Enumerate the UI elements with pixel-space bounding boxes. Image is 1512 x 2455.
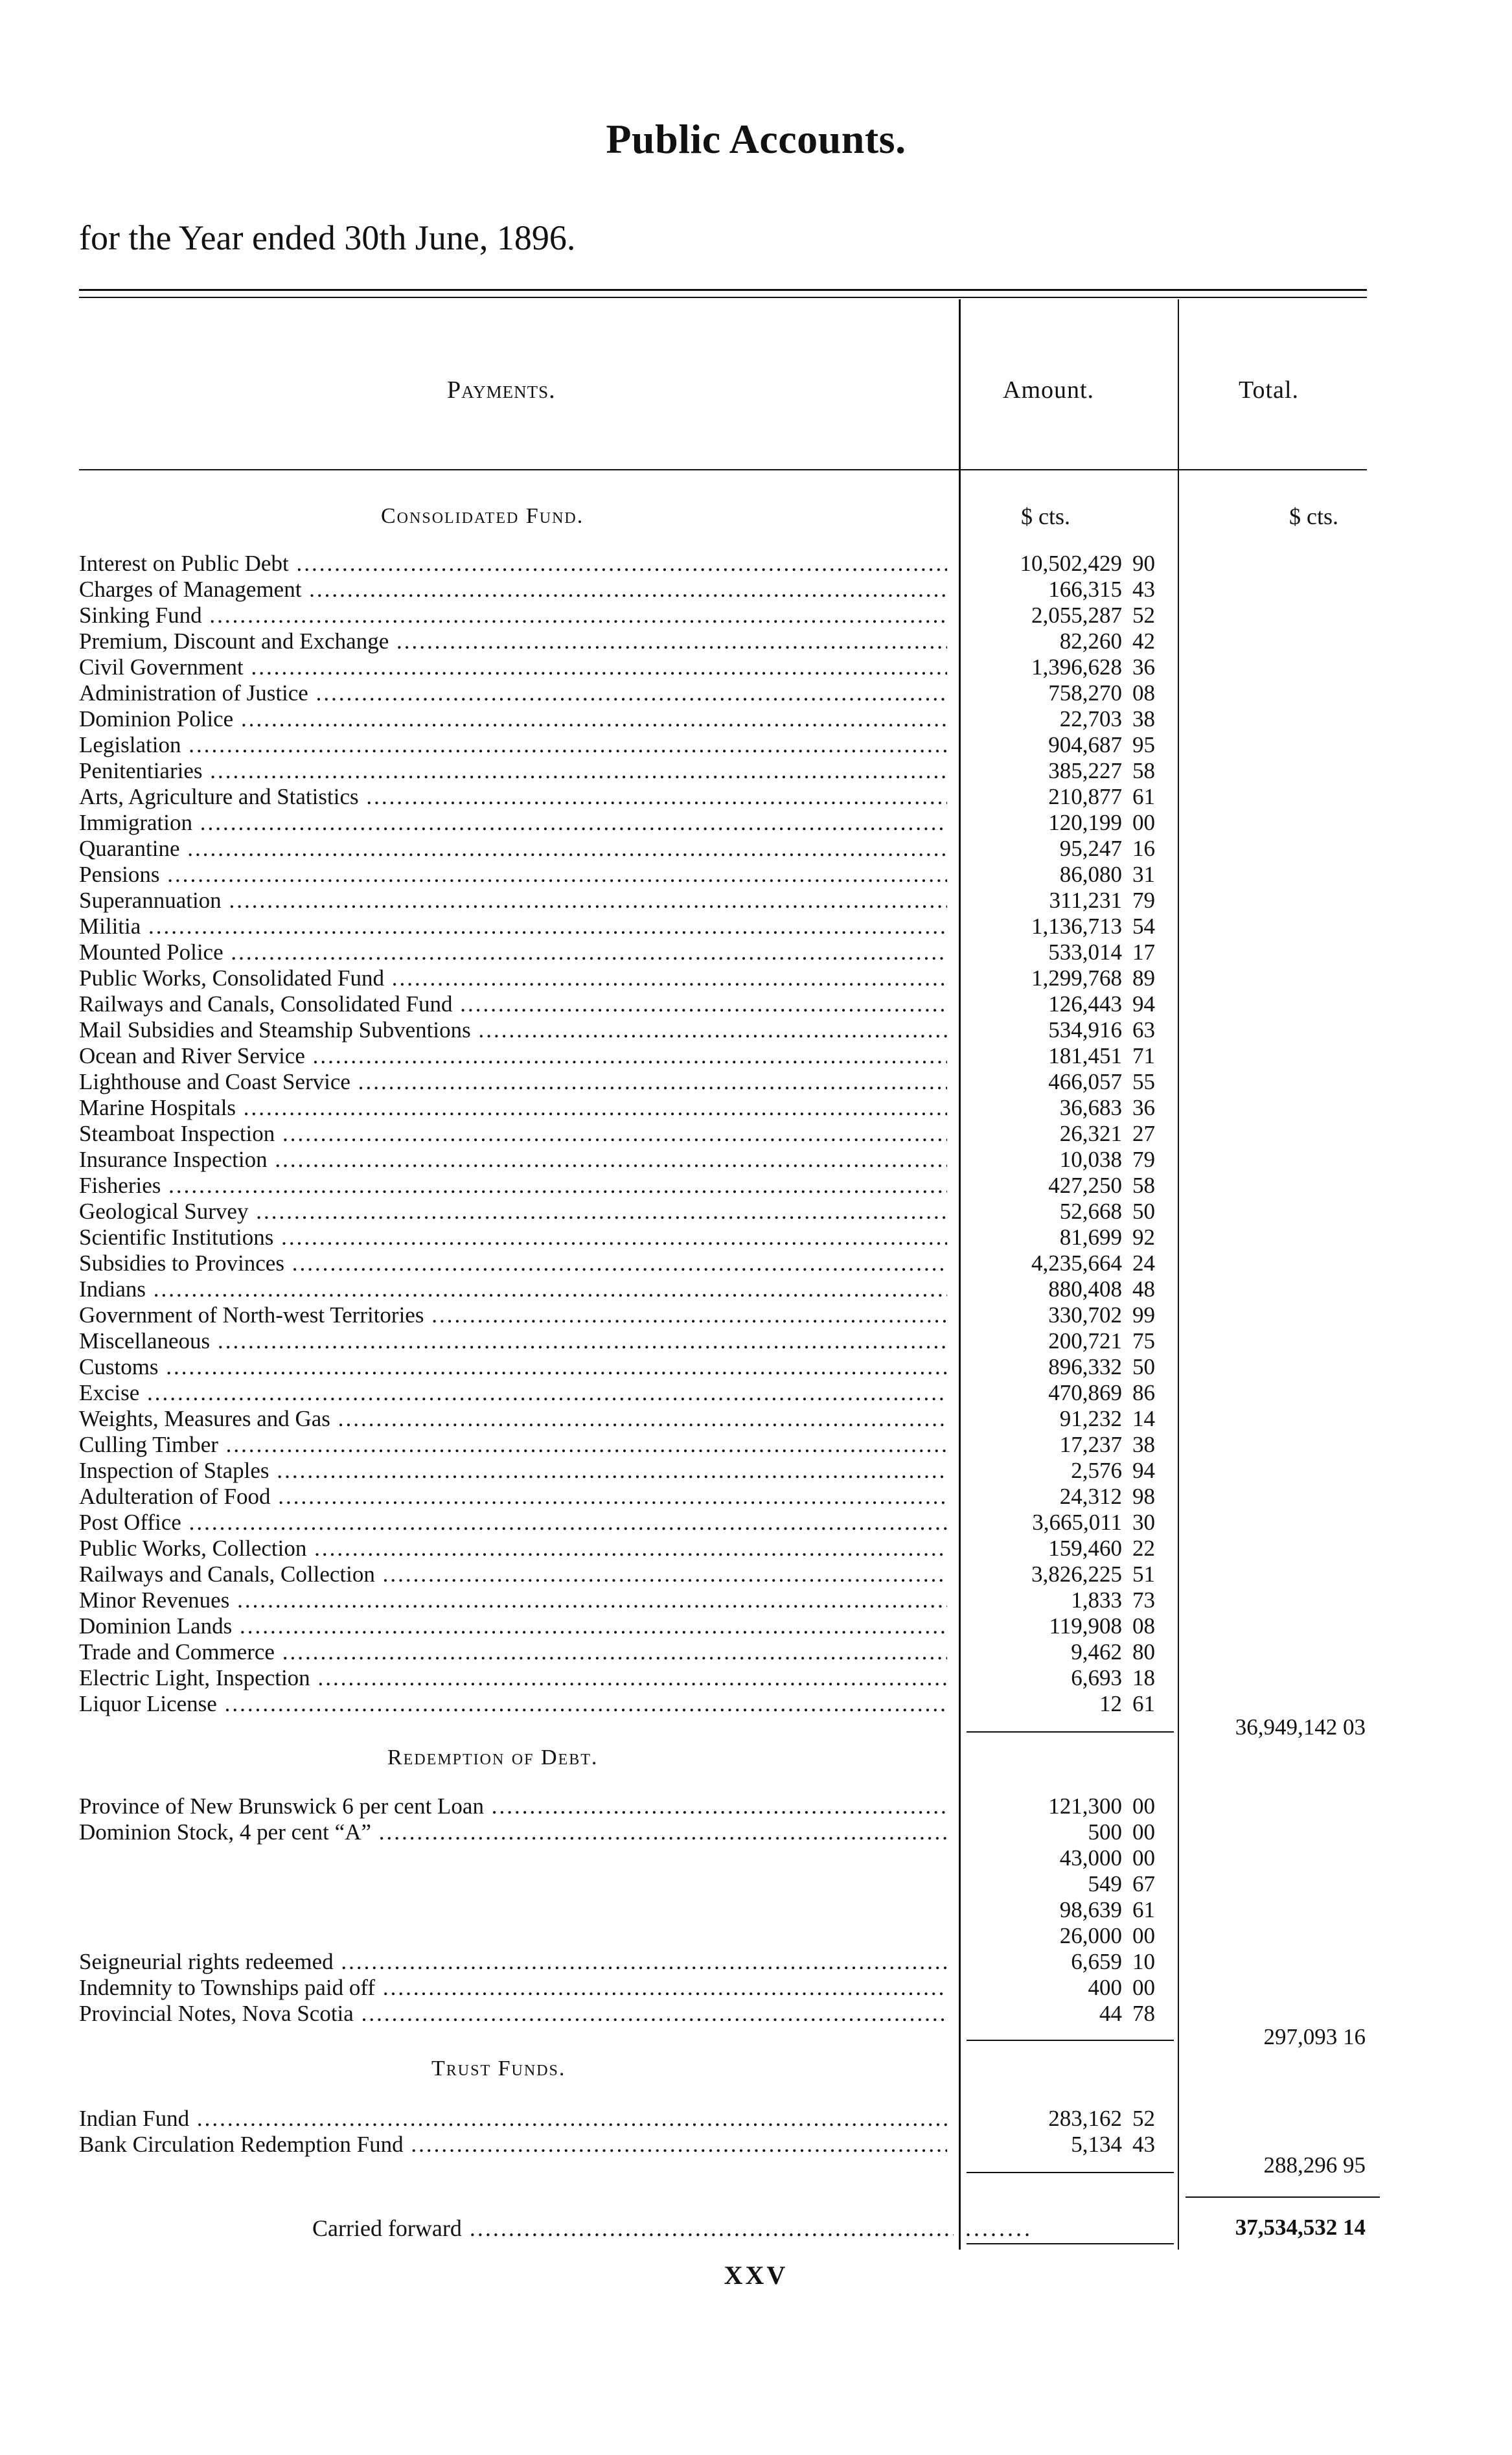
row-label: Railways and Canals, Collection ..... [79, 1562, 947, 1587]
row-amount-dollars: 400 [1088, 1975, 1122, 2000]
row-amount-dollars: 36,683 [1059, 1095, 1122, 1120]
row-amount-cents: 00 [1132, 810, 1155, 835]
row-label: Quarantine ..... [79, 836, 947, 862]
row-label: Indians ..... [79, 1276, 947, 1302]
row-label: Public Works, Consolidated Fund ..... [79, 965, 947, 991]
row-amount-dollars: 4,235,664 [1031, 1251, 1122, 1276]
table-row [0, 1017, 1512, 1043]
row-label: Sinking Fund ..... [79, 603, 947, 628]
row-label: Premium, Discount and Exchange ..... [79, 628, 947, 654]
table-row [0, 810, 1512, 836]
row-amount-cents: 50 [1132, 1354, 1155, 1379]
row-label: Pensions ..... [79, 862, 947, 888]
row-amount-cents: 30 [1132, 1510, 1155, 1535]
row-amount-dollars: 500 [1088, 1819, 1122, 1845]
row-label: Fisheries ..... [79, 1173, 947, 1199]
row-amount-dollars: 120,199 [1048, 810, 1122, 835]
row-label: Province of New Brunswick 6 per cent Loan ..... [79, 1793, 947, 1819]
table-row [0, 1147, 1512, 1173]
page-title: Public Accounts. [606, 116, 906, 162]
row-amount-cents: 27 [1132, 1121, 1155, 1146]
table-row [0, 706, 1512, 732]
table-row [0, 1199, 1512, 1225]
table-row [0, 1639, 1512, 1665]
table-row [0, 1173, 1512, 1199]
row-amount-cents: 48 [1132, 1276, 1155, 1302]
header-rule-second [79, 297, 1367, 298]
row-amount-dollars: 534,916 [1048, 1017, 1122, 1043]
table-row [0, 1043, 1512, 1069]
row-label: Civil Government ..... [79, 654, 947, 680]
row-amount-dollars: 43,000 [1059, 1845, 1122, 1871]
row-amount-cents: 42 [1132, 628, 1155, 654]
row-amount-cents: 50 [1132, 1199, 1155, 1224]
table-row [0, 1923, 1512, 1949]
table-row [0, 732, 1512, 758]
table-row [0, 1458, 1512, 1484]
row-amount-cents: 55 [1132, 1069, 1155, 1094]
table-row [0, 1562, 1512, 1587]
row-amount-cents: 79 [1132, 888, 1155, 913]
row-amount-cents: 00 [1132, 1819, 1155, 1845]
row-label: Provincial Notes, Nova Scotia ..... [79, 2001, 947, 2027]
table-row [0, 1095, 1512, 1121]
row-label: Post Office ..... [79, 1510, 947, 1536]
row-amount-dollars: 904,687 [1048, 732, 1122, 757]
row-label: Scientific Institutions ..... [79, 1225, 947, 1251]
row-amount-cents: 10 [1132, 1949, 1155, 1974]
row-amount-dollars: 311,231 [1049, 888, 1122, 913]
row-amount-cents: 36 [1132, 654, 1155, 680]
row-amount-dollars: 10,502,429 [1020, 551, 1122, 576]
row-label: Marine Hospitals ..... [79, 1095, 947, 1121]
carried-forward-amount-dots: ........ [965, 2215, 1033, 2241]
row-label: Subsidies to Provinces ..... [79, 1251, 947, 1276]
row-label: Lighthouse and Coast Service ..... [79, 1069, 947, 1095]
table-row [0, 2106, 1512, 2132]
consolidated-subtotal-rule [967, 1731, 1174, 1733]
row-label: Mounted Police ..... [79, 939, 947, 965]
row-amount-dollars: 9,462 [1071, 1639, 1122, 1665]
row-amount-dollars: 330,702 [1048, 1302, 1122, 1328]
row-amount-cents: 00 [1132, 1923, 1155, 1948]
row-amount-cents: 80 [1132, 1639, 1155, 1665]
row-label: Dominion Stock, 4 per cent “A” ..... [79, 1819, 947, 1845]
table-row [0, 1845, 1512, 1871]
row-amount-cents: 63 [1132, 1017, 1155, 1043]
row-amount-cents: 73 [1132, 1587, 1155, 1613]
row-amount-dollars: 10,038 [1059, 1147, 1122, 1172]
row-label: Bank Circulation Redemption Fund ..... [79, 2132, 947, 2158]
row-amount-cents: 17 [1132, 939, 1155, 965]
row-amount-cents: 08 [1132, 1613, 1155, 1639]
row-label: Miscellaneous ..... [79, 1328, 947, 1354]
carried-forward-bottom-rule [967, 2243, 1174, 2244]
table-row [0, 1406, 1512, 1432]
row-amount-dollars: 427,250 [1048, 1173, 1122, 1198]
row-amount-dollars: 95,247 [1059, 836, 1122, 861]
row-amount-dollars: 2,055,287 [1031, 603, 1122, 628]
row-amount-dollars: 26,000 [1059, 1923, 1122, 1948]
row-amount-cents: 00 [1132, 1793, 1155, 1819]
row-amount-cents: 08 [1132, 680, 1155, 706]
row-label: Railways and Canals, Consolidated Fund ..... [79, 991, 947, 1017]
row-amount-cents: 75 [1132, 1328, 1155, 1354]
row-label: Public Works, Collection ..... [79, 1536, 947, 1562]
row-amount-dollars: 119,908 [1049, 1613, 1122, 1639]
row-amount-cents: 78 [1132, 2001, 1155, 2026]
row-amount-cents: 61 [1132, 1897, 1155, 1922]
row-amount-dollars: 896,332 [1048, 1354, 1122, 1379]
row-amount-dollars: 126,443 [1048, 991, 1122, 1017]
table-row [0, 939, 1512, 965]
row-label: Legislation ..... [79, 732, 947, 758]
row-amount-cents: 14 [1132, 1406, 1155, 1431]
row-amount-dollars: 52,668 [1059, 1199, 1122, 1224]
total-column-header: Total. [1239, 376, 1300, 404]
row-amount-cents: 67 [1132, 1871, 1155, 1896]
row-amount-dollars: 6,693 [1071, 1665, 1122, 1690]
row-amount-dollars: 533,014 [1048, 939, 1122, 965]
row-amount-cents: 94 [1132, 1458, 1155, 1483]
table-row [0, 991, 1512, 1017]
table-row [0, 1069, 1512, 1095]
row-amount-cents: 90 [1132, 551, 1155, 576]
row-amount-dollars: 81,699 [1059, 1225, 1122, 1250]
row-amount-dollars: 5,134 [1071, 2132, 1122, 2157]
row-amount-dollars: 6,659 [1071, 1949, 1122, 1974]
page-subtitle: for the Year ended 30th June, 1896. [79, 218, 576, 257]
row-amount-cents: 99 [1132, 1302, 1155, 1328]
row-amount-cents: 43 [1132, 2132, 1155, 2157]
row-amount-cents: 61 [1132, 784, 1155, 809]
row-amount-dollars: 1,136,713 [1031, 914, 1122, 939]
row-amount-dollars: 82,260 [1059, 628, 1122, 654]
trust-total: 288,296 95 [1263, 2152, 1366, 2178]
table-row [0, 1949, 1512, 1975]
table-row [0, 654, 1512, 680]
row-amount-cents: 18 [1132, 1665, 1155, 1690]
table-row [0, 1276, 1512, 1302]
row-label: Liquor License ..... [79, 1691, 947, 1717]
row-label: Arts, Agriculture and Statistics ..... [79, 784, 947, 810]
row-label: Ocean and River Service ..... [79, 1043, 947, 1069]
row-label: Government of North-west Territories ..... [79, 1302, 947, 1328]
table-row [0, 1793, 1512, 1819]
table-row [0, 1613, 1512, 1639]
row-label: Steamboat Inspection ..... [79, 1121, 947, 1147]
row-amount-dollars: 26,321 [1059, 1121, 1122, 1146]
row-label: Dominion Lands ..... [79, 1613, 947, 1639]
row-amount-dollars: 758,270 [1048, 680, 1122, 706]
row-amount-dollars: 210,877 [1048, 784, 1122, 809]
row-amount-dollars: 3,665,011 [1032, 1510, 1122, 1535]
row-amount-cents: 61 [1132, 1691, 1155, 1716]
row-amount-dollars: 1,299,768 [1031, 965, 1122, 991]
row-label: Interest on Public Debt ..... [79, 551, 947, 577]
row-amount-dollars: 22,703 [1059, 706, 1122, 732]
table-row [0, 1302, 1512, 1328]
row-amount-dollars: 549 [1088, 1871, 1122, 1896]
row-amount-cents: 54 [1132, 914, 1155, 939]
row-label: Minor Revenues ..... [79, 1587, 947, 1613]
row-label: Administration of Justice ..... [79, 680, 947, 706]
redemption-subtotal-rule [967, 2040, 1174, 2041]
row-amount-cents: 22 [1132, 1536, 1155, 1561]
table-row [0, 1484, 1512, 1510]
row-label: Inspection of Staples ..... [79, 1458, 947, 1484]
row-amount-cents: 58 [1132, 758, 1155, 783]
table-row [0, 965, 1512, 991]
row-label: Electric Light, Inspection ..... [79, 1665, 947, 1691]
row-amount-cents: 38 [1132, 1432, 1155, 1457]
row-amount-dollars: 17,237 [1059, 1432, 1122, 1457]
row-amount-cents: 24 [1132, 1251, 1155, 1276]
row-amount-cents: 58 [1132, 1173, 1155, 1198]
table-row [0, 2001, 1512, 2027]
row-amount-cents: 43 [1132, 577, 1155, 602]
row-label: Superannuation ..... [79, 888, 947, 914]
row-amount-cents: 95 [1132, 732, 1155, 757]
row-label: Trade and Commerce ..... [79, 1639, 947, 1665]
row-amount-cents: 36 [1132, 1095, 1155, 1120]
trust-total-rule [1186, 2196, 1380, 2198]
carried-forward-total: 37,534,532 14 [1235, 2215, 1366, 2240]
row-label: Indemnity to Townships paid off ..... [79, 1975, 947, 2001]
row-label: Seigneurial rights redeemed ..... [79, 1949, 947, 1975]
row-amount-cents: 92 [1132, 1225, 1155, 1250]
table-row [0, 914, 1512, 939]
table-row [0, 836, 1512, 862]
table-row [0, 784, 1512, 810]
row-amount-dollars: 470,869 [1048, 1380, 1122, 1405]
row-amount-cents: 31 [1132, 862, 1155, 887]
row-label: Adulteration of Food ..... [79, 1484, 947, 1510]
row-amount-dollars: 880,408 [1048, 1276, 1122, 1302]
table-row [0, 1432, 1512, 1458]
redemption-total: 297,093 16 [1263, 2024, 1366, 2049]
row-amount-cents: 00 [1132, 1845, 1155, 1871]
table-row [0, 1897, 1512, 1923]
page-number: XXV [724, 2261, 788, 2290]
row-label: Insurance Inspection ..... [79, 1147, 947, 1173]
row-amount-dollars: 159,460 [1048, 1536, 1122, 1561]
row-label: Indian Fund ..... [79, 2106, 947, 2132]
row-amount-dollars: 466,057 [1048, 1069, 1122, 1094]
table-row [0, 577, 1512, 603]
table-row [0, 1587, 1512, 1613]
section-heading-consolidated: Consolidated Fund. [381, 504, 584, 528]
row-amount-dollars: 1,833 [1071, 1587, 1122, 1613]
table-row [0, 1871, 1512, 1897]
row-label: Excise ..... [79, 1380, 947, 1406]
row-amount-cents: 16 [1132, 836, 1155, 861]
row-amount-dollars: 91,232 [1059, 1406, 1122, 1431]
row-label: Militia ..... [79, 914, 947, 939]
trust-subtotal-rule [967, 2172, 1174, 2173]
row-amount-dollars: 200,721 [1048, 1328, 1122, 1354]
column-header-rule [79, 469, 1367, 470]
row-amount-cents: 98 [1132, 1484, 1155, 1509]
row-label: Immigration ..... [79, 810, 947, 836]
row-amount-dollars: 2,576 [1071, 1458, 1122, 1483]
table-row [0, 1121, 1512, 1147]
row-amount-dollars: 181,451 [1048, 1043, 1122, 1068]
row-amount-dollars: 166,315 [1048, 577, 1122, 602]
row-amount-dollars: 3,826,225 [1031, 1562, 1122, 1587]
row-amount-cents: 79 [1132, 1147, 1155, 1172]
row-amount-cents: 71 [1132, 1043, 1155, 1068]
carried-forward-label: Carried forward ..... [312, 2215, 954, 2242]
row-label: Dominion Police ..... [79, 706, 947, 732]
row-label: Customs ..... [79, 1354, 947, 1380]
table-row [0, 1225, 1512, 1251]
row-amount-dollars: 12 [1099, 1691, 1122, 1716]
table-row [0, 628, 1512, 654]
table-row [0, 1510, 1512, 1536]
row-label: Culling Timber ..... [79, 1432, 947, 1458]
table-row [0, 888, 1512, 914]
row-amount-dollars: 283,162 [1048, 2106, 1122, 2131]
row-amount-dollars: 44 [1099, 2001, 1122, 2026]
row-amount-cents: 00 [1132, 1975, 1155, 2000]
row-amount-cents: 94 [1132, 991, 1155, 1017]
table-row [0, 1691, 1512, 1717]
row-amount-dollars: 86,080 [1059, 862, 1122, 887]
row-amount-dollars: 385,227 [1048, 758, 1122, 783]
section-heading-redemption: Redemption of Debt. [387, 1746, 599, 1769]
row-label: Geological Survey ..... [79, 1199, 947, 1225]
row-label: Weights, Measures and Gas ..... [79, 1406, 947, 1432]
row-amount-cents: 86 [1132, 1380, 1155, 1405]
table-row [0, 603, 1512, 628]
row-label: Mail Subsidies and Steamship Subventions ..... [79, 1017, 947, 1043]
row-label: Penitentiaries ..... [79, 758, 947, 784]
row-amount-dollars: 98,639 [1059, 1897, 1122, 1922]
amount-column-header: Amount. [1003, 376, 1095, 404]
row-amount-cents: 89 [1132, 965, 1155, 991]
payments-column-header: Payments. [447, 376, 556, 404]
table-row [0, 680, 1512, 706]
table-row [0, 1328, 1512, 1354]
row-amount-dollars: 121,300 [1048, 1793, 1122, 1819]
row-amount-cents: 52 [1132, 603, 1155, 628]
table-row [0, 1354, 1512, 1380]
row-amount-dollars: 24,312 [1059, 1484, 1122, 1509]
header-rule-top [79, 289, 1367, 291]
table-row [0, 758, 1512, 784]
table-row [0, 1536, 1512, 1562]
section-heading-trust: Trust Funds. [431, 2057, 566, 2080]
table-row [0, 1380, 1512, 1406]
table-row [0, 1665, 1512, 1691]
amount-unit-label: $ cts. [1021, 503, 1070, 529]
row-label: Charges of Management ..... [79, 577, 947, 603]
table-row [0, 551, 1512, 577]
row-amount-cents: 51 [1132, 1562, 1155, 1587]
row-amount-cents: 38 [1132, 706, 1155, 732]
row-amount-dollars: 1,396,628 [1031, 654, 1122, 680]
consolidated-total: 36,949,142 03 [1235, 1714, 1366, 1740]
row-amount-cents: 52 [1132, 2106, 1155, 2131]
table-row [0, 1819, 1512, 1845]
table-row [0, 862, 1512, 888]
table-row [0, 1251, 1512, 1276]
table-row [0, 1975, 1512, 2001]
total-unit-label: $ cts. [1289, 503, 1338, 529]
